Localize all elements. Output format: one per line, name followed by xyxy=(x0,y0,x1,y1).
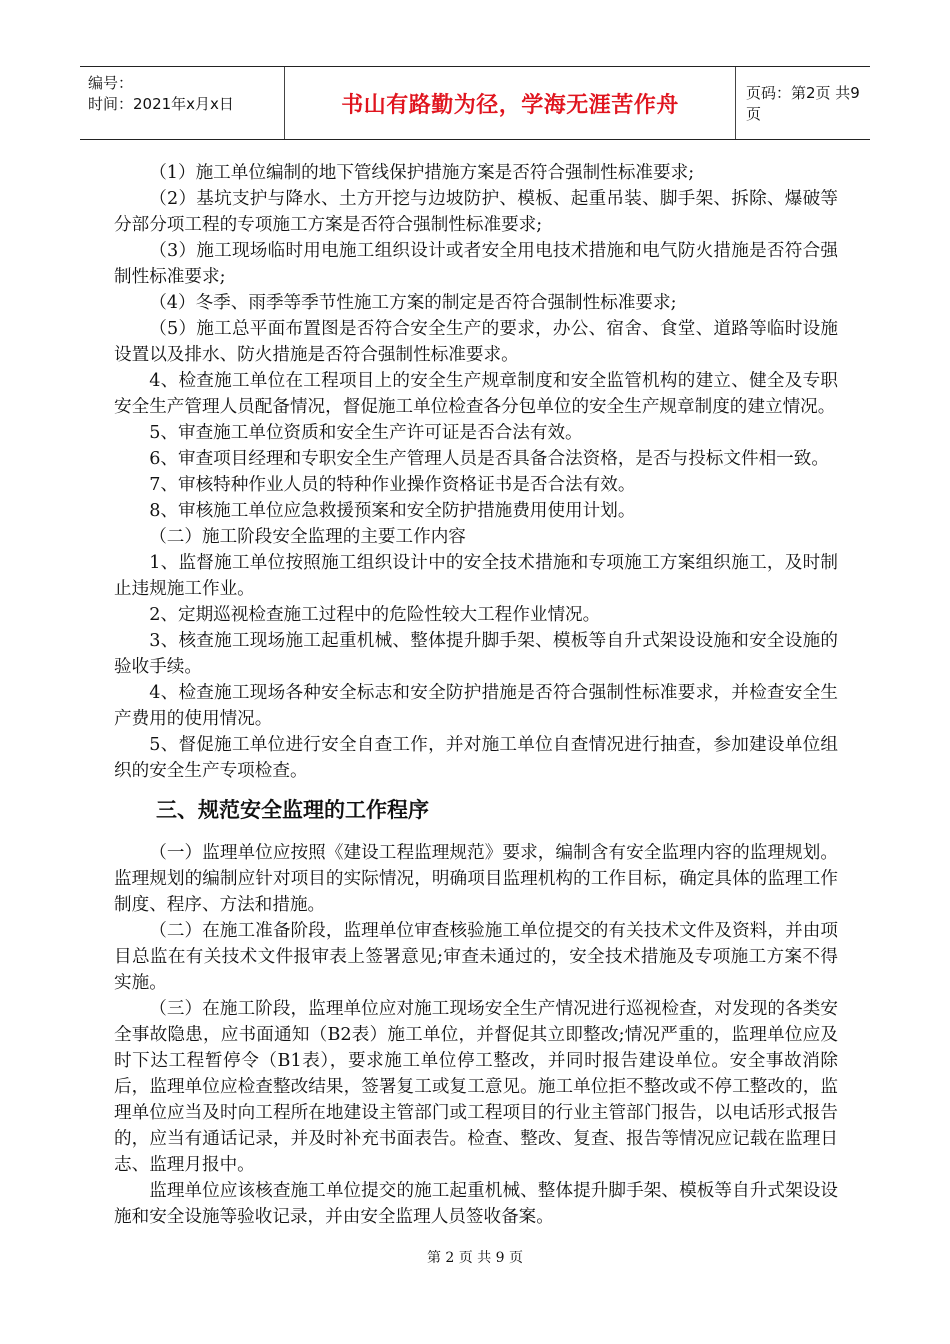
subsection-heading: （二）施工阶段安全监理的主要工作内容 xyxy=(149,527,466,547)
paragraph: （5）施工总平面布置图是否符合安全生产的要求，办公、宿舍、食堂、道路等临时设施设置以及排水、防火措施是否符合强制性标准要求。 xyxy=(114,319,838,365)
paragraph: （一）监理单位应按照《建设工程监理规范》要求，编制含有安全监理内容的监理规划。监理规划的编制应针对项目的实际情况，明确项目监理机构的工作目标，确定具体的监理工作制度、程序、方法和措施。 xyxy=(114,843,838,915)
header-motto-cell xyxy=(285,67,736,139)
paragraph: （3）施工现场临时用电施工组织设计或者安全用电技术措施和电气防火措施是否符合强制性标准要求; xyxy=(114,241,838,287)
section-heading: 三、规范安全监理的工作程序 xyxy=(156,798,429,822)
paragraph: 2、定期巡视检查施工过程中的危险性较大工程作业情况。 xyxy=(149,605,601,625)
paragraph: 4、检查施工单位在工程项目上的安全生产规章制度和安全监管机构的建立、健全及专职安全生产管理人员配备情况，督促施工单位检查各分包单位的安全生产规章制度的建立情况。 xyxy=(114,371,838,417)
header-info-cell xyxy=(80,67,285,139)
page-header xyxy=(80,66,870,140)
paragraph: 7、审核特种作业人员的特种作业操作资格证书是否合法有效。 xyxy=(149,475,636,495)
document-number-label: 编号： xyxy=(88,74,134,92)
paragraph: 8、审核施工单位应急救援预案和安全防护措施费用使用计划。 xyxy=(149,501,636,521)
paragraph: 监理单位应该核查施工单位提交的施工起重机械、整体提升脚手架、模板等自升式架设设施和安全设施等验收记录，并由安全监理人员签收备案。 xyxy=(114,1181,838,1227)
header-page-code: 页码：第2页 共9页 xyxy=(746,84,860,123)
paragraph: 4、检查施工现场各种安全标志和安全防护措施是否符合强制性标准要求，并检查安全生产费用的使用情况。 xyxy=(114,683,838,729)
paragraph: 6、审查项目经理和专职安全生产管理人员是否具备合法资格，是否与投标文件相一致。 xyxy=(149,449,829,469)
header-page-cell xyxy=(736,67,870,139)
paragraph: 5、督促施工单位进行安全自查工作，并对施工单位自查情况进行抽查，参加建设单位组织的安全生产专项检查。 xyxy=(114,735,838,781)
paragraph: （2）基坑支护与降水、土方开挖与边坡防护、模板、起重吊装、脚手架、拆除、爆破等分部分项工程的专项施工方案是否符合强制性标准要求; xyxy=(114,189,838,235)
paragraph: 5、审查施工单位资质和安全生产许可证是否合法有效。 xyxy=(149,423,583,443)
paragraph: （1）施工单位编制的地下管线保护措施方案是否符合强制性标准要求; xyxy=(149,163,695,183)
paragraph: 3、核查施工现场施工起重机械、整体提升脚手架、模板等自升式架设设施和安全设施的验收手续。 xyxy=(114,631,838,677)
page-footer: 第 2 页 共 9 页 xyxy=(426,1250,524,1266)
document-body xyxy=(114,160,838,1230)
paragraph: （4）冬季、雨季等季节性施工方案的制定是否符合强制性标准要求; xyxy=(149,293,677,313)
paragraph: 1、监督施工单位按照施工组织设计中的安全技术措施和专项施工方案组织施工，及时制止违规施工作业。 xyxy=(114,553,838,599)
paragraph: （二）在施工准备阶段，监理单位审查核验施工单位提交的有关技术文件及资料，并由项目总监在有关技术文件报审表上签署意见;审查未通过的，安全技术措施及专项施工方案不得实施。 xyxy=(114,921,838,993)
document-date-label: 时间：2021年x月x日 xyxy=(88,95,234,113)
paragraph: （三）在施工阶段，监理单位应对施工现场安全生产情况进行巡视检查，对发现的各类安全事故隐患，应书面通知（B2表）施工单位，并督促其立即整改;情况严重的，监理单位应及时下达工程暂停令（B1表），要求施工单位停工整改，并同时报告建设单位。安全事故消除后，监理单位应检查整改结果，签署复工或复工意见。施工单位拒不整改或不停工整改的，监理单位应当及时向工程所在地建设主管部门或工程项目的行业主管部门报告，以电话形式报告的，应当有通话记录，并及时补充书面表告。检查、整改、复查、报告等情况应记载在监理日志、监理月报中。 xyxy=(114,999,838,1175)
header-motto: 书山有路勤为径，学海无涯苦作舟 xyxy=(341,92,679,118)
